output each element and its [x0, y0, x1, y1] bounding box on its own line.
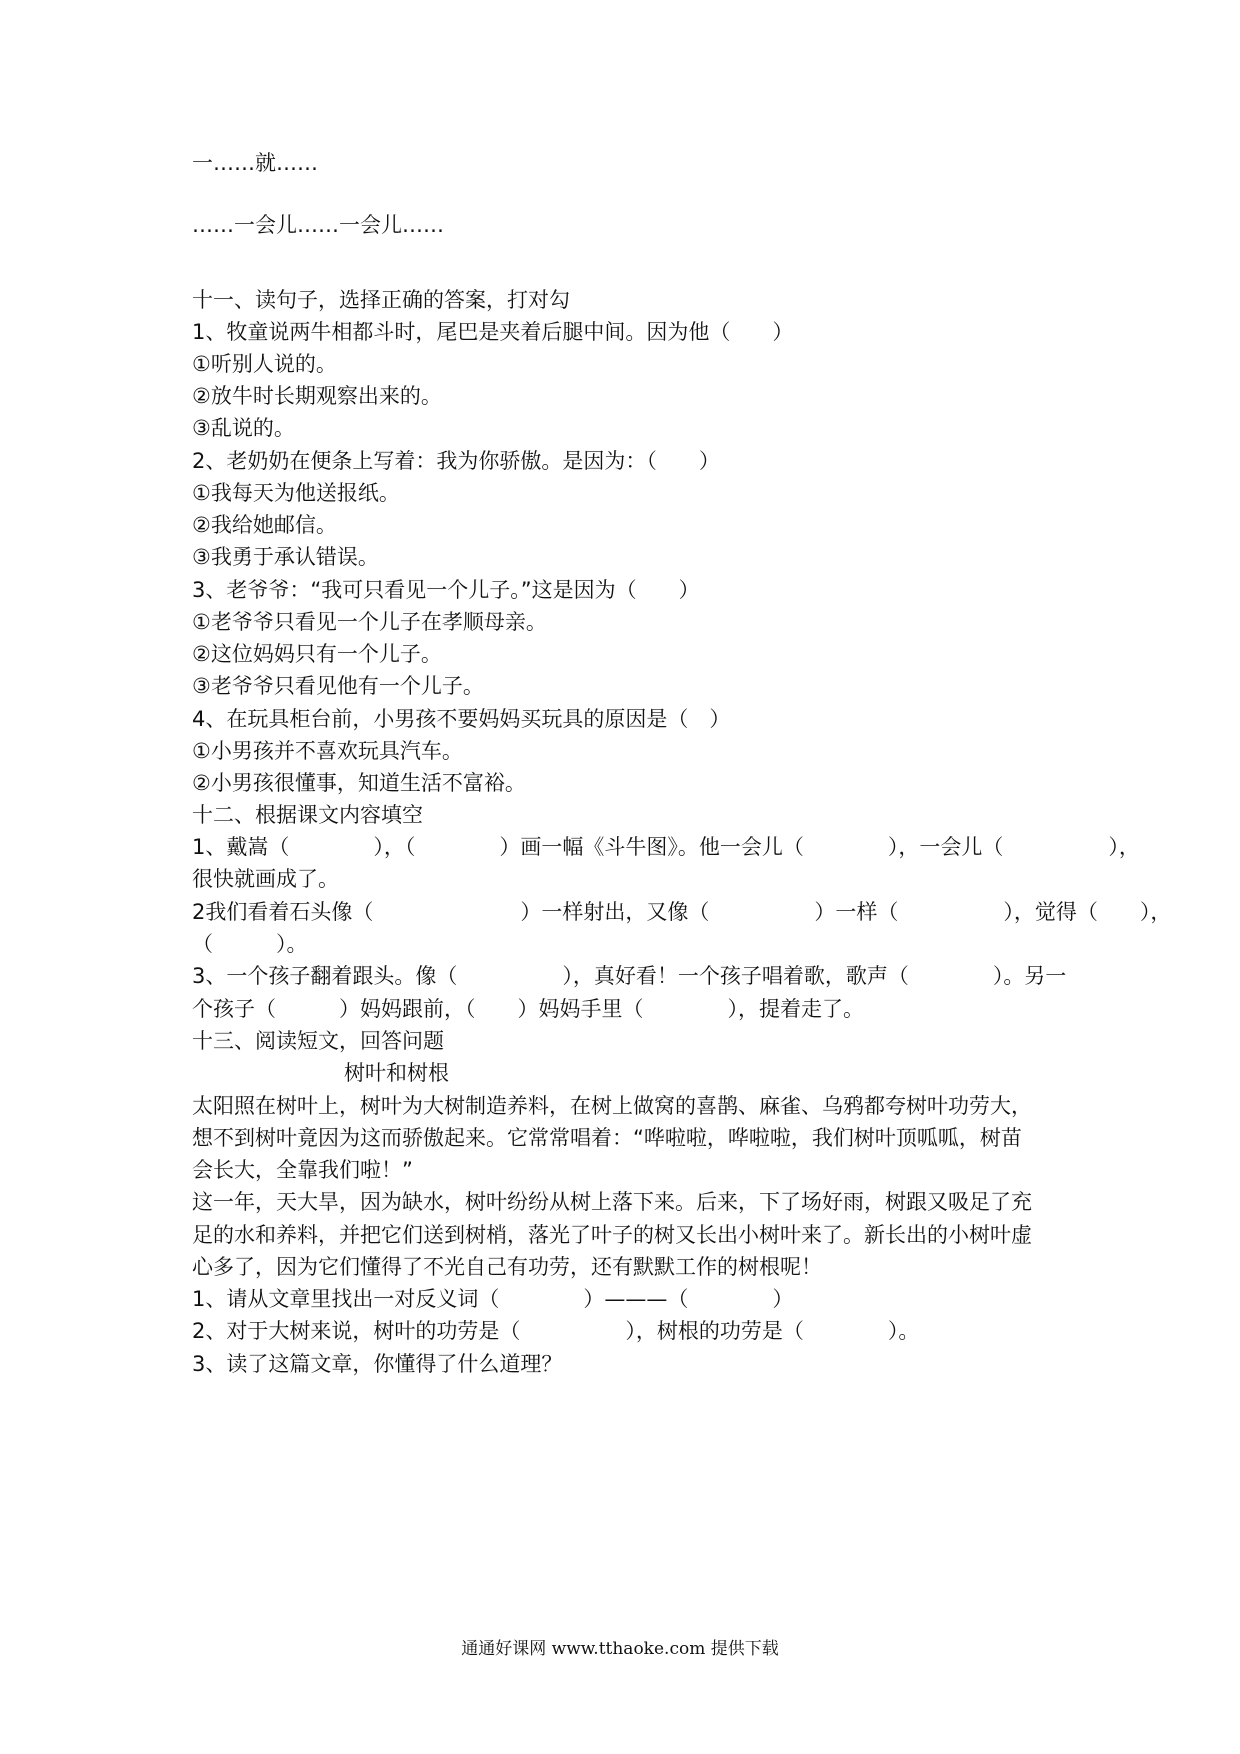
- passage-line: 心多了，因为它们懂得了不光自己有功劳，还有默默工作的树根呢！: [192, 1255, 822, 1279]
- question-13-1: 1、请从文章里找出一对反义词（ ）———（ ）: [192, 1287, 794, 1311]
- passage-line: 想不到树叶竟因为这而骄傲起来。它常常唱着：“哗啦啦，哗啦啦，我们树叶顶呱呱，树苗: [192, 1126, 1022, 1150]
- question-13-3: 3、读了这篇文章，你懂得了什么道理？: [192, 1352, 563, 1376]
- option: ②小男孩很懂事，知道生活不富裕。: [192, 771, 526, 795]
- fill-12-3-cont: 个孩子（ ）妈妈跟前，（ ）妈妈手里（ ），提着走了。: [192, 997, 864, 1021]
- option: ①老爷爷只看见一个儿子在孝顺母亲。: [192, 610, 547, 634]
- passage-line: 这一年，天大旱，因为缺水，树叶纷纷从树上落下来。后来，下了场好雨，树跟又吸足了充: [192, 1190, 1032, 1214]
- option: ①听别人说的。: [192, 352, 337, 376]
- passage-line: 太阳照在树叶上，树叶为大树制造养料，在树上做窝的喜鹊、麻雀、乌鸦都夸树叶功劳大，: [192, 1094, 1032, 1118]
- passage-title: 树叶和树根: [344, 1061, 449, 1085]
- option: ①我每天为他送报纸。: [192, 481, 400, 505]
- pattern-yihuier: ……一会儿……一会儿……: [192, 213, 444, 237]
- option: ②放牛时长期观察出来的。: [192, 384, 442, 408]
- option: ③老爷爷只看见他有一个儿子。: [192, 674, 484, 698]
- pattern-yi-jiu: 一……就……: [192, 151, 318, 175]
- option: ②这位妈妈只有一个儿子。: [192, 642, 442, 666]
- question-11-1: 1、牧童说两牛相都斗时，尾巴是夹着后腿中间。因为他（ ）: [192, 320, 794, 344]
- section-11-heading: 十一、读句子，选择正确的答案，打对勾: [192, 288, 570, 312]
- footer-credit: 通通好课网 www.tthaoke.com 提供下载: [461, 1639, 779, 1659]
- option: ②我给她邮信。: [192, 513, 337, 537]
- fill-12-3: 3、一个孩子翻着跟头。像（ ），真好看！一个孩子唱着歌，歌声（ ）。另一: [192, 964, 1067, 988]
- option: ①小男孩并不喜欢玩具汽车。: [192, 739, 463, 763]
- question-11-4: 4、在玩具柜台前，小男孩不要妈妈买玩具的原因是（ ）: [192, 707, 731, 731]
- fill-12-1: 1、戴嵩（ ），（ ）画一幅《斗牛图》。他一会儿（ ），一会儿（ ），: [192, 835, 1140, 859]
- question-11-2: 2、老奶奶在便条上写着：我为你骄傲。是因为：（ ）: [192, 449, 720, 473]
- question-11-3: 3、老爷爷：“我可只看见一个儿子。”这是因为（ ）: [192, 578, 700, 602]
- fill-12-1-cont: 很快就画成了。: [192, 867, 339, 891]
- fill-12-2: 2我们看着石头像（ ）一样射出，又像（ ）一样（ ），觉得（ ），: [192, 900, 1172, 924]
- passage-line: 足的水和养料，并把它们送到树梢，落光了叶子的树又长出小树叶来了。新长出的小树叶虚: [192, 1223, 1032, 1247]
- option: ③乱说的。: [192, 416, 295, 440]
- passage-line: 会长大，全靠我们啦！”: [192, 1158, 413, 1182]
- section-12-heading: 十二、根据课文内容填空: [192, 803, 423, 827]
- section-13-heading: 十三、阅读短文，回答问题: [192, 1029, 444, 1053]
- fill-12-2-cont: （ ）。: [192, 932, 308, 956]
- question-13-2: 2、对于大树来说，树叶的功劳是（ ），树根的功劳是（ ）。: [192, 1319, 920, 1343]
- option: ③我勇于承认错误。: [192, 545, 379, 569]
